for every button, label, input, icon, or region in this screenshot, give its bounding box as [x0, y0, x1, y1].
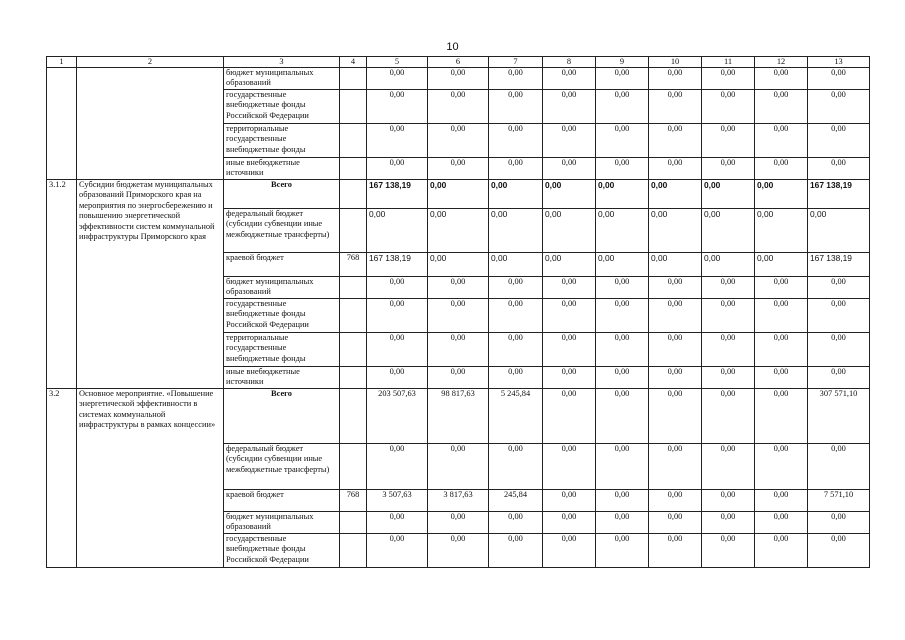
column-number: 3	[224, 57, 340, 68]
table-row	[47, 68, 870, 90]
amount-cell: 0,00	[702, 180, 755, 209]
amount-cell: 0,00	[428, 367, 489, 389]
amount-cell: 98 817,63	[428, 389, 489, 444]
item-number: 3.2	[47, 389, 77, 568]
amount-cell: 0,00	[428, 253, 489, 277]
amount-cell: 0,00	[649, 333, 702, 367]
amount-cell: 167 138,19	[808, 180, 870, 209]
amount-cell: 0,00	[367, 367, 428, 389]
amount-cell: 0,00	[596, 367, 649, 389]
amount-cell: 0,00	[367, 512, 428, 534]
funding-source: иные внебюджетные источники	[224, 158, 340, 180]
amount-cell: 0,00	[755, 158, 808, 180]
amount-cell: 0,00	[428, 158, 489, 180]
amount-cell: 0,00	[702, 209, 755, 253]
page-number: 10	[446, 41, 459, 53]
amount-cell: 0,00	[428, 512, 489, 534]
amount-cell: 5 245,84	[489, 389, 543, 444]
amount-cell: 0,00	[367, 209, 428, 253]
budget-code	[340, 180, 367, 209]
budget-code	[340, 124, 367, 158]
funding-source: иные внебюджетные источники	[224, 367, 340, 389]
amount-cell: 0,00	[755, 512, 808, 534]
amount-cell: 0,00	[702, 389, 755, 444]
amount-cell: 0,00	[808, 277, 870, 299]
amount-cell: 0,00	[489, 158, 543, 180]
funding-source: федеральный бюджет (субсидии субвенции иные межбюджетные трансферты)	[224, 209, 340, 253]
amount-cell: 0,00	[428, 68, 489, 90]
amount-cell: 0,00	[428, 444, 489, 490]
amount-cell: 0,00	[649, 277, 702, 299]
column-number: 9	[596, 57, 649, 68]
amount-cell: 0,00	[367, 444, 428, 490]
amount-cell: 0,00	[649, 68, 702, 90]
column-number: 8	[543, 57, 596, 68]
amount-cell: 0,00	[489, 68, 543, 90]
amount-cell: 0,00	[543, 367, 596, 389]
funding-source: территориальные государственные внебюджетные фонды	[224, 124, 340, 158]
amount-cell: 0,00	[367, 299, 428, 333]
amount-cell: 0,00	[649, 209, 702, 253]
amount-cell: 0,00	[755, 299, 808, 333]
amount-cell: 0,00	[367, 277, 428, 299]
amount-cell: 0,00	[367, 90, 428, 124]
funding-source: государственные внебюджетные фонды Российской Федерации	[224, 299, 340, 333]
amount-cell: 0,00	[755, 534, 808, 568]
amount-cell: 0,00	[808, 367, 870, 389]
budget-code	[340, 277, 367, 299]
amount-cell: 0,00	[702, 490, 755, 512]
budget-code	[340, 68, 367, 90]
amount-cell: 0,00	[489, 209, 543, 253]
amount-cell: 0,00	[489, 180, 543, 209]
amount-cell: 0,00	[755, 253, 808, 277]
amount-cell: 0,00	[367, 68, 428, 90]
funding-source: Всего	[224, 389, 340, 444]
amount-cell: 0,00	[808, 299, 870, 333]
amount-cell: 0,00	[543, 490, 596, 512]
amount-cell: 0,00	[702, 253, 755, 277]
amount-cell: 0,00	[489, 534, 543, 568]
amount-cell: 0,00	[596, 389, 649, 444]
amount-cell: 0,00	[755, 124, 808, 158]
amount-cell: 0,00	[489, 277, 543, 299]
item-name: Основное мероприятие. «Повышение энергетической эффективности в системах коммунальной инфраструктуры в рамках концессии»	[77, 389, 224, 568]
amount-cell: 0,00	[543, 209, 596, 253]
column-number: 2	[77, 57, 224, 68]
funding-source: территориальные государственные внебюджетные фонды	[224, 333, 340, 367]
table-row	[47, 180, 870, 209]
amount-cell: 0,00	[649, 299, 702, 333]
funding-source: краевой бюджет	[224, 253, 340, 277]
amount-cell: 0,00	[702, 512, 755, 534]
amount-cell: 0,00	[543, 158, 596, 180]
amount-cell: 0,00	[596, 90, 649, 124]
item-number	[47, 68, 77, 180]
amount-cell: 0,00	[543, 299, 596, 333]
amount-cell: 0,00	[702, 277, 755, 299]
column-number: 7	[489, 57, 543, 68]
amount-cell: 0,00	[808, 158, 870, 180]
amount-cell: 0,00	[808, 68, 870, 90]
amount-cell: 0,00	[543, 389, 596, 444]
column-number: 11	[702, 57, 755, 68]
amount-cell: 0,00	[755, 444, 808, 490]
amount-cell: 0,00	[543, 512, 596, 534]
amount-cell: 0,00	[649, 389, 702, 444]
amount-cell: 0,00	[428, 277, 489, 299]
amount-cell: 0,00	[808, 512, 870, 534]
amount-cell: 0,00	[702, 299, 755, 333]
amount-cell: 0,00	[808, 124, 870, 158]
amount-cell: 0,00	[596, 299, 649, 333]
amount-cell: 0,00	[808, 534, 870, 568]
budget-code	[340, 90, 367, 124]
amount-cell: 0,00	[649, 180, 702, 209]
amount-cell: 0,00	[755, 490, 808, 512]
amount-cell: 307 571,10	[808, 389, 870, 444]
amount-cell: 0,00	[543, 534, 596, 568]
budget-code	[340, 367, 367, 389]
amount-cell: 0,00	[755, 367, 808, 389]
item-name	[77, 68, 224, 180]
amount-cell: 0,00	[596, 158, 649, 180]
amount-cell: 0,00	[702, 367, 755, 389]
amount-cell: 0,00	[755, 277, 808, 299]
amount-cell: 0,00	[702, 124, 755, 158]
amount-cell: 0,00	[543, 277, 596, 299]
amount-cell: 0,00	[543, 90, 596, 124]
amount-cell: 0,00	[596, 124, 649, 158]
amount-cell: 0,00	[755, 209, 808, 253]
amount-cell: 0,00	[702, 534, 755, 568]
amount-cell: 0,00	[649, 90, 702, 124]
budget-code	[340, 512, 367, 534]
funding-source: бюджет муниципальных образований	[224, 68, 340, 90]
amount-cell: 0,00	[367, 333, 428, 367]
amount-cell: 0,00	[755, 333, 808, 367]
amount-cell: 0,00	[596, 333, 649, 367]
amount-cell: 0,00	[808, 333, 870, 367]
column-number-row	[47, 57, 870, 68]
amount-cell: 0,00	[649, 444, 702, 490]
amount-cell: 245,84	[489, 490, 543, 512]
amount-cell: 0,00	[428, 333, 489, 367]
amount-cell: 0,00	[649, 490, 702, 512]
budget-code	[340, 299, 367, 333]
funding-source: бюджет муниципальных образований	[224, 512, 340, 534]
column-number: 1	[47, 57, 77, 68]
budget-code: 768	[340, 490, 367, 512]
amount-cell: 0,00	[649, 534, 702, 568]
amount-cell: 0,00	[755, 389, 808, 444]
amount-cell: 0,00	[596, 180, 649, 209]
amount-cell: 0,00	[543, 180, 596, 209]
amount-cell: 0,00	[649, 158, 702, 180]
amount-cell: 0,00	[596, 68, 649, 90]
amount-cell: 0,00	[702, 444, 755, 490]
amount-cell: 3 507,63	[367, 490, 428, 512]
amount-cell: 0,00	[649, 512, 702, 534]
item-name: Субсидии бюджетам муниципальных образований Приморского края на мероприятия по энергосбережению и повышению энергетической эффективности систем коммунальной инфраструктуры Приморского края	[77, 180, 224, 389]
amount-cell: 0,00	[808, 90, 870, 124]
budget-code	[340, 333, 367, 367]
amount-cell: 0,00	[543, 68, 596, 90]
amount-cell: 0,00	[543, 253, 596, 277]
amount-cell: 0,00	[367, 158, 428, 180]
amount-cell: 0,00	[367, 124, 428, 158]
amount-cell: 167 138,19	[808, 253, 870, 277]
amount-cell: 0,00	[596, 490, 649, 512]
budget-code	[340, 444, 367, 490]
amount-cell: 0,00	[808, 444, 870, 490]
amount-cell: 0,00	[596, 512, 649, 534]
table-row	[47, 389, 870, 444]
amount-cell: 7 571,10	[808, 490, 870, 512]
amount-cell: 0,00	[428, 124, 489, 158]
amount-cell: 0,00	[489, 90, 543, 124]
amount-cell: 0,00	[367, 534, 428, 568]
amount-cell: 0,00	[702, 90, 755, 124]
amount-cell: 0,00	[649, 124, 702, 158]
amount-cell: 0,00	[428, 534, 489, 568]
amount-cell: 0,00	[489, 299, 543, 333]
amount-cell: 0,00	[649, 367, 702, 389]
amount-cell: 0,00	[755, 90, 808, 124]
column-number: 6	[428, 57, 489, 68]
amount-cell: 0,00	[489, 124, 543, 158]
amount-cell: 3 817,63	[428, 490, 489, 512]
funding-source: Всего	[224, 180, 340, 209]
amount-cell: 0,00	[489, 367, 543, 389]
amount-cell: 0,00	[428, 209, 489, 253]
amount-cell: 167 138,19	[367, 253, 428, 277]
amount-cell: 0,00	[596, 209, 649, 253]
column-number: 4	[340, 57, 367, 68]
funding-source: государственные внебюджетные фонды Российской Федерации	[224, 90, 340, 124]
funding-source: бюджет муниципальных образований	[224, 277, 340, 299]
budget-code	[340, 209, 367, 253]
amount-cell: 0,00	[596, 277, 649, 299]
amount-cell: 0,00	[543, 124, 596, 158]
column-number: 10	[649, 57, 702, 68]
budget-code	[340, 389, 367, 444]
amount-cell: 0,00	[596, 534, 649, 568]
amount-cell: 0,00	[702, 333, 755, 367]
budget-code: 768	[340, 253, 367, 277]
amount-cell: 203 507,63	[367, 389, 428, 444]
amount-cell: 0,00	[543, 444, 596, 490]
amount-cell: 0,00	[808, 209, 870, 253]
funding-source: государственные внебюджетные фонды Российской Федерации	[224, 534, 340, 568]
amount-cell: 0,00	[428, 180, 489, 209]
column-number: 5	[367, 57, 428, 68]
amount-cell: 0,00	[489, 333, 543, 367]
amount-cell: 0,00	[702, 68, 755, 90]
funding-source: краевой бюджет	[224, 490, 340, 512]
budget-table	[46, 56, 870, 568]
amount-cell: 0,00	[596, 444, 649, 490]
amount-cell: 0,00	[543, 333, 596, 367]
amount-cell: 0,00	[489, 512, 543, 534]
item-number: 3.1.2	[47, 180, 77, 389]
budget-code	[340, 158, 367, 180]
amount-cell: 167 138,19	[367, 180, 428, 209]
amount-cell: 0,00	[755, 180, 808, 209]
amount-cell: 0,00	[596, 253, 649, 277]
amount-cell: 0,00	[489, 253, 543, 277]
amount-cell: 0,00	[702, 158, 755, 180]
amount-cell: 0,00	[428, 90, 489, 124]
amount-cell: 0,00	[428, 299, 489, 333]
column-number: 12	[755, 57, 808, 68]
amount-cell: 0,00	[649, 253, 702, 277]
budget-code	[340, 534, 367, 568]
amount-cell: 0,00	[489, 444, 543, 490]
funding-source: федеральный бюджет (субсидии субвенции иные межбюджетные трансферты)	[224, 444, 340, 490]
amount-cell: 0,00	[755, 68, 808, 90]
column-number: 13	[808, 57, 870, 68]
